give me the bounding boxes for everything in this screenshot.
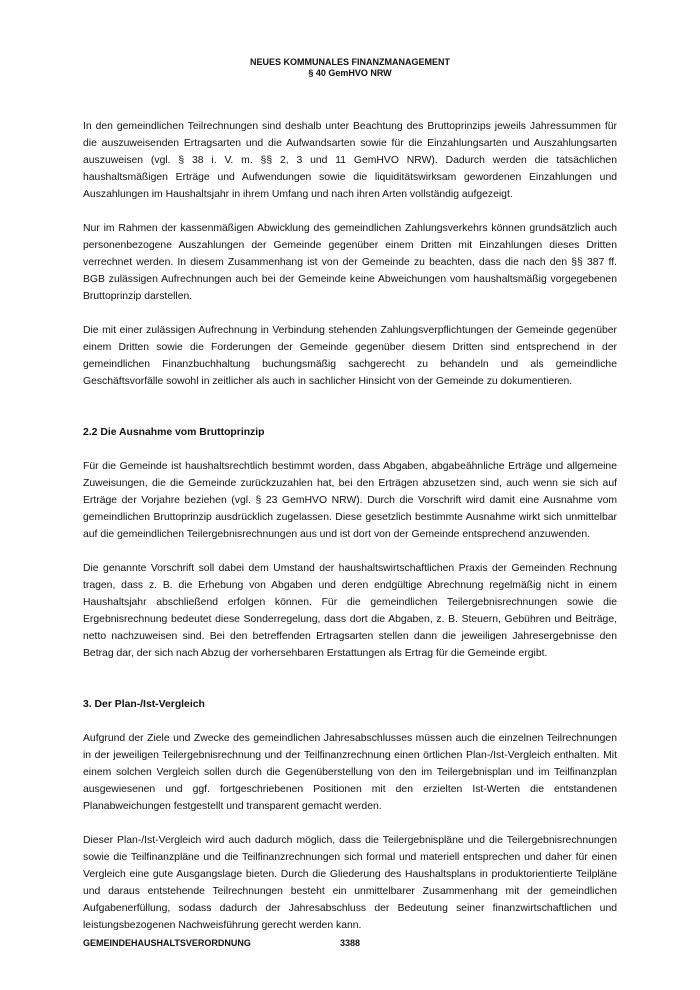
section-heading-3: 3. Der Plan-/Ist-Vergleich xyxy=(83,699,205,710)
paragraph-7: Dieser Plan-/Ist-Vergleich wird auch dadurch möglich, dass die Teilergebnispläne und die Teilergebnisrechnungen sowie die Teilfinanzpläne und die Teilfinanzrechnungen sich formal und materiell entsprechen und daher für einen Vergleich eine gute Ausgangslage bieten. Durch die Gliederung des Haushaltsplans in produktorientierte Teilpläne und daraus entstehende Teilrechnungen besteht ein unmittelbarer Zusammenhang mit der gemeindlichen Aufgabenerfüllung, sodass dadurch der Jahresabschluss der Bedeutung seiner finanzwirtschaftlichen und leistungsbezogenen Nachweisführung gerecht werden kann. xyxy=(83,835,617,931)
page-footer xyxy=(83,938,617,950)
paragraph-2: Nur im Rahmen der kassenmäßigen Abwicklung des gemeindlichen Zahlungsverkehrs können grundsätzlich auch personenbezogene Auszahlungen der Gemeinde gegenüber einem Dritten mit Einzahlungen dieses Dritten verrechnet werden. In diesem Zusammenhang ist von der Gemeinde zu beachten, dass die nach den §§ 387 ff. BGB zulässigen Aufrechnungen auch bei der Gemeinde keine Abweichungen vom haushaltsmäßig vorgegebenen Bruttoprinzip darstellen. xyxy=(83,223,617,302)
section-heading-2-2: 2.2 Die Ausnahme vom Bruttoprinzip xyxy=(83,427,265,438)
document-body xyxy=(83,118,617,934)
paragraph-1: In den gemeindlichen Teilrechnungen sind deshalb unter Beachtung des Bruttoprinzips jeweils Jahressummen für die auszuweisenden Ertragsarten und die Aufwandsarten sowie für die Einzahlungsarten und Auszahlungsarten auszuweisen (vgl. § 38 i. V. m. §§ 2, 3 und 11 GemHVO NRW). Dadurch werden die tatsächlichen haushaltsmäßigen Erträge und Aufwendungen sowie die liquiditätswirksam gewordenen Einzahlungen und Auszahlungen im Haushaltsjahr in ihrem Umfang und nach ihren Arten vollständig aufgezeigt. xyxy=(83,121,617,200)
paragraph-6: Aufgrund der Ziele und Zwecke des gemeindlichen Jahresabschlusses müssen auch die einzelnen Teilrechnungen in der jeweiligen Teilergebnisrechnung und der Teilfinanzrechnung einen örtlichen Plan-/Ist-Vergleich enthalten. Mit einem solchen Vergleich sollen durch die Gegenüberstellung von den im Teilergebnisplan und im Teilfinanzplan ausgewiesenen und ggf. fortgeschriebenen Positionen mit den erzielten Ist-Werten die entstandenen Planabweichungen festgestellt und transparent gemacht werden. xyxy=(83,733,617,812)
header-title: NEUES KOMMUNALES FINANZMANAGEMENT xyxy=(250,57,450,67)
header-section: § 40 GemHVO NRW xyxy=(308,68,392,78)
page-number: 3388 xyxy=(340,938,361,948)
paragraph-5: Die genannte Vorschrift soll dabei dem Umstand der haushaltswirtschaftlichen Praxis der Gemeinden Rechnung tragen, dass z. B. die Erhebung von Abgaben und deren endgültige Abrechnung regelmäßig nicht in einem Haushaltsjahr abschließend erfolgen können. Für die gemeindlichen Teilergebnisrechnungen sowie die Ergebnisrechnung bedeutet diese Sonderregelung, dass dort die Abgaben, z. B. Steuern, Gebühren und Beiträge, netto nachzuweisen sind. Bei den betreffenden Ertragsarten stellen dann die jeweiligen Jahresergebnisse den Betrag dar, der sich nach Abzug der vorhersehbaren Erstattungen als Ertrag für die Gemeinde ergibt. xyxy=(83,563,617,659)
footer-title: GEMEINDEHAUSHALTSVERORDNUNG xyxy=(83,938,251,948)
page-header xyxy=(0,57,700,79)
paragraph-3: Die mit einer zulässigen Aufrechnung in Verbindung stehenden Zahlungsverpflichtungen der Gemeinde gegenüber einem Dritten sowie die Forderungen der Gemeinde gegenüber diesem Dritten sind entsprechend in der gemeindlichen Finanzbuchhaltung buchungsmäßig sachgerecht zu behandeln und als gemeindliche Geschäftsvorfälle sowohl in zeitlicher als auch in sachlicher Hinsicht von der Gemeinde zu dokumentieren. xyxy=(83,325,617,387)
paragraph-4: Für die Gemeinde ist haushaltsrechtlich bestimmt worden, dass Abgaben, abgabeähnliche Erträge und allgemeine Zuweisungen, die die Gemeinde zurückzuzahlen hat, bei den Erträgen abzusetzen sind, auch wenn sie sich auf Erträge der Vorjahre beziehen (vgl. § 23 GemHVO NRW). Durch die Vorschrift wird damit eine Ausnahme vom gemeindlichen Bruttoprinzip ausdrücklich zugelassen. Diese gesetzlich bestimmte Ausnahme wirkt sich unmittelbar auf die gemeindlichen Teilergebnisrechnungen aus und ist dort von der Gemeinde entsprechend anzuwenden. xyxy=(83,461,617,540)
